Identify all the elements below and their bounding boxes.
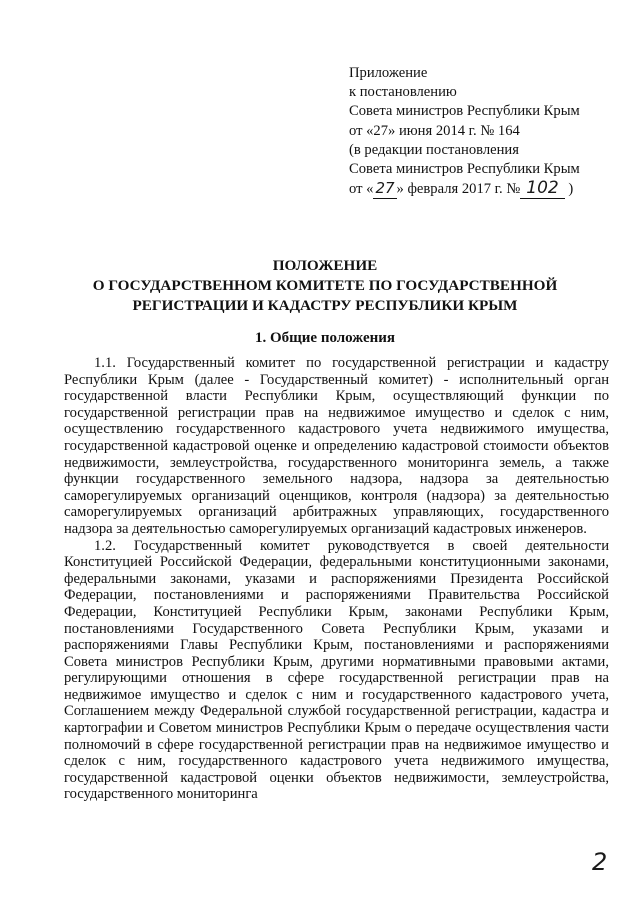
document-title	[60, 256, 590, 316]
appendix-line-7	[349, 179, 619, 199]
amendment-date-prefix: от «	[349, 181, 374, 198]
appendix-line-2: к постановлению	[349, 84, 457, 101]
paragraph-1-2: 1.2. Государственный комитет руководствуется в своей деятельности Конституцией Российской Федерации, федеральными конституционными законами, федеральными законами, указами и распоряжениями Президента Российской Федерации, постановлениями и распоряжениями Правительства Российской Федерации, Конституцией Республики Крым, законами Республики Крым, постановлениями Государственного Совета Республики Крым, указами и распоряжениями Главы Республики Крым, постановлениями и распоряжениями Совета министров Республики Крым, другими нормативными правовыми актами, регулирующими отношения в сфере государственной регистрации прав на недвижимое имущество и сделок с ним и государственного кадастрового учета, Соглашением между Федеральной службой государственной регистрации, кадастра и картографии и Советом министров Республики Крым о передаче осуществления части полномочий в сфере государственной регистрации прав на недвижимое имущество и сделок с ним, государственного кадастрового учета недвижимого имущества, государственной кадастровой оценки объектов недвижимости, землеустройства, государственного мониторинга	[64, 537, 609, 803]
appendix-line-5: (в редакции постановления	[349, 141, 519, 158]
title-line-1: ПОЛОЖЕНИЕ	[272, 257, 378, 274]
section-heading: 1. Общие положения	[254, 330, 396, 346]
appendix-line-4: от «27» июня 2014 г. № 164	[349, 122, 520, 139]
paragraph-1-1: 1.1. Государственный комитет по государственной регистрации и кадастру Республики Крым (далее - Государственный комитет) - исполнительный орган государственной власти Республики Крым, осуществляющий функции по государственной регистрации прав на недвижимое имущество и сделок с ним, осуществлению государственного кадастрового учета недвижимого имущества, государственной кадастровой оценке и определению кадастровой стоимости объектов недвижимости, землеустройства, государственного мониторинга земель, а также функции государственного земельного надзора, надзора за деятельностью саморегулируемых организаций оценщиков, контроля (надзора) за деятельностью саморегулируемых организаций арбитражных управляющих, государственного надзора за деятельностью саморегулируемых организаций кадастровых инженеров.	[64, 355, 609, 537]
handwritten-page-number: 2	[592, 848, 608, 876]
appendix-line-6: Совета министров Республики Крым	[349, 161, 580, 178]
handwritten-resolution-number: 102	[520, 179, 564, 199]
appendix-line-1: Приложение	[349, 65, 428, 81]
amendment-date-suffix: )	[564, 181, 574, 198]
title-line-3: РЕГИСТРАЦИИ И КАДАСТРУ РЕСПУБЛИКИ КРЫМ	[132, 297, 518, 314]
amendment-date-middle: » февраля 2017 г. №	[396, 181, 521, 198]
appendix-line-3: Совета министров Республики Крым	[349, 103, 580, 120]
document-body	[64, 355, 609, 803]
handwritten-day: 27	[373, 179, 396, 199]
title-line-2: О ГОСУДАРСТВЕННОМ КОМИТЕТЕ ПО ГОСУДАРСТВЕННОЙ	[92, 277, 558, 294]
appendix-header	[349, 64, 619, 199]
